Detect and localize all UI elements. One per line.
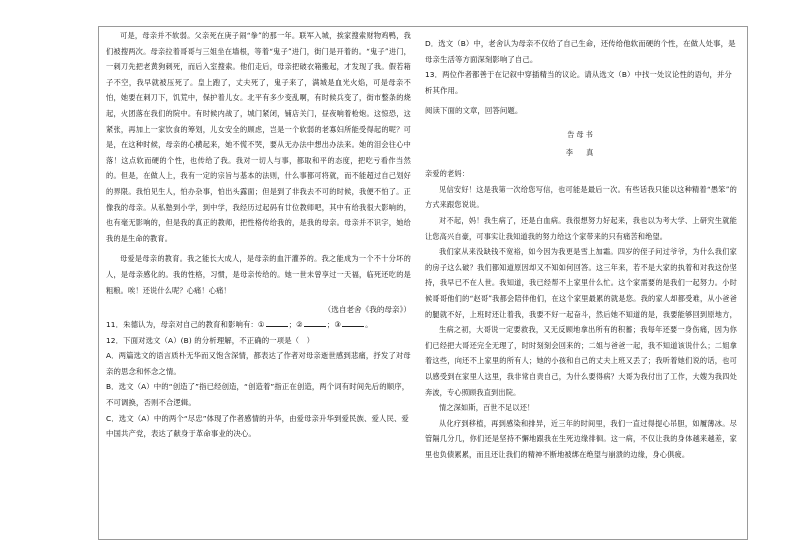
answer-blank-2[interactable] [304,318,326,327]
letter-paragraph: 见信安好！这是我第一次给您写信，也可能是最后一次。有些话我只能以这种精着“愚笨”的方式来跟您说说。 [425,184,737,210]
option-a: A．两篇选文的语言质朴无华而又饱含深情，都表达了作者对母亲逝世感到悲痛，抒发了对母亲的思念和怀念之情。 [106,351,411,376]
letter-paragraph: 生病之初，大哥说一定要救我，又无反顾地拿出所有的积蓄；我每年还要一身伤痛，因为你们已经把大哥还完全无理了，时时刻刻会回来的；二姐与爸爸一起，我不知道该说什么；二姐拿着这些，向还不上家里的所有人；她的小孩和自己的丈夫上班又丢了；我听着她们说的话，也可以感受到在家里人这里，我非常自责自己，为什么要得病？大哥为我付出了工作，大嫂为我四处奔波，专心照顾我直到出院。 [425,325,737,397]
letter-paragraph: 我们家从来没缺钱不宽裕，如今因为我更是雪上加霜。四岁的侄子问过爷爷，为什么我们家的房子这么破？我们都知道原因却又不知如何回答。这三年来，若不是大家的执着和对我这份坚持，我早已不在人世。我知道，我已经帮不上家里什么忙。这个家需要的是我们一起努力。小时候哥哥他们的“赵哥”我都会陪伴他们，在这个家里最累的就是您。我的家人却都受难，从小爸爸的腿就不好，上班时还让着我，我要不好一起奋斗，然后她不知道的是，我要能够回到原地方， [425,247,737,319]
option-d: D．选文（B）中，老舍认为母亲不仅给了自己生命，还传给他软而硬的个性，在做人处事，是母亲生活等方面深刻影响了自己。 [425,39,736,64]
reading-instruction: 阅读下面的文章，回答问题。 [425,106,523,116]
salutation: 亲爱的老妈： [425,169,470,179]
essay-paragraph: 可是，母亲并不软弱。父亲死在庚子闹“拳”的那一年。联军入城，挨家搜索财物鸡鸭，我们被搜两次。母亲拉着哥哥与三姐坐在墙根，等着“鬼子”进门，街门是开着的。“鬼子”进门，一刺刀先把老黄狗刺死，而后入室搜索。他们走后，母亲把破衣箱搬起，才发现了我。假若箱子不空，我早就被压死了。皇上跑了，丈夫死了，鬼子来了，满城是血光火焰，可是母亲不怕，她要在刺刀下，饥荒中，保护着儿女。北平有多少变乱啊，有时候兵变了，街市整条的烧起，火团落在我们的院中。有时候内战了，城门紧闭，铺店关门，昼夜响着枪炮。这惊恐，这紧张，再加上一家饮食的筹划，儿女安全的顾虑，岂是一个软弱的老寡妇所能受得起的呢？可是，在这种时候，母亲的心横起来，她不慌不哭，要从无办法中想出办法来。她的泪会往心中落！这点软而硬的个性，也传给了我。我对一切人与事，都取和平的态度，把吃亏看作当然的。但是，在做人上，我有一定的宗旨与基本的法则，什么事都可将就，而不能超过自己划好的界限。我怕见生人，怕办杂事，怕出头露面；但是到了非我去不可的时候，我便不怕了。正像我的母亲。从私塾到小学，到中学，我经历过起码有廿位教师吧，其中有给我很大影响的，也有毫无影响的，但是我的真正的教师，把性格传给我的，是我的母亲。母亲并不识字，她给我的是生命的教育。 [106,31,411,243]
article-author: 李 真 [565,147,597,157]
question-13: 13．两位作者都善于在记叙中穿插精当的议论。请从选文（B）中找一处议论性的语句，并分析其作用。 [425,70,732,95]
letter-paragraph: 从化疗到移植，再到感染和排异，近三年的时间里，我们一直过得提心吊胆，如履薄冰。尽管隔几分几，你们还是坚持不懈地跟我在生死边缘徘徊。这一病，不仅让我的身体越来越差，家里也负债累累，而且还让我们的精神不断地被绑在绝望与崩溃的边缘，身心俱疲。 [425,418,737,459]
option-b: B．选文（A）中的“创造了”指已经创造，“创造着”指正在创造，两个词有时间先后的顺序，不可调换，否则不合逻辑。 [106,382,410,408]
article-title: 告母书 [567,129,595,139]
question-11-end: 。 [365,320,373,330]
right-column [425,36,737,462]
answer-blank-1[interactable] [266,318,288,327]
essay-paragraph: 母爱是母亲的教育。我之能长大成人，是母亲的血汗灌养的。我之能成为一个不十分坏的人，是母亲感化的。我的性格，习惯，是母亲传给的。她一世未曾享过一天福，临死还吃的是粗粮。唉！还说什么呢？心痛！心痛！ [106,254,411,295]
option-c: C．选文（A）中的两个“尽忠”体现了作者感情的升华，由爱母亲升华到爱民族、爱人民、爱中国共产党，表达了献身于革命事业的决心。 [106,413,409,439]
question-11-sep2: ；③ [326,320,342,330]
question-11-sep1: ；② [288,320,303,330]
question-11-text: 11．朱德认为，母亲对自己的教育和影响有：① [106,320,265,330]
letter-paragraph: 情之深如斯，百世不足以还！ [439,403,535,413]
source-citation: （选自老舍《我的母亲》） [323,305,411,315]
question-11 [106,317,411,333]
question-12: 12．下面对选文（A）(B) 的分析理解，不正确的一项是（ ） [106,335,315,345]
left-column [106,28,411,442]
letter-paragraph: 对不起，妈！我生病了，还是白血病。我很想努力好起来，我也以为考大学、上研究生就能让您高兴自豪，可事实让我知道我的努力给这个家带来的只有痛苦和绝望。 [425,215,737,241]
answer-blank-3[interactable] [342,318,364,327]
